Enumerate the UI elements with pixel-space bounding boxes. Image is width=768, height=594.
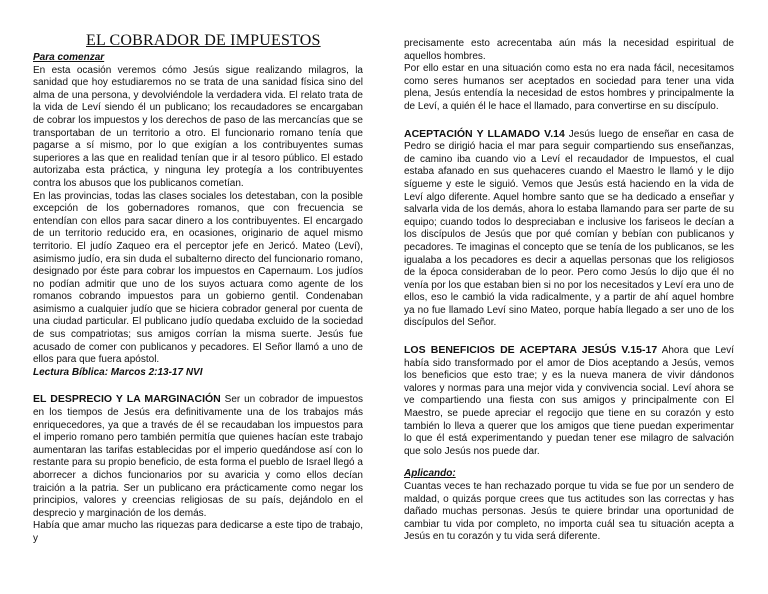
section-heading: EL DESPRECIO Y LA MARGINACIÓN [33, 393, 221, 406]
paragraph: En las provincias, todas las clases sociales los detestaban, con la posible excepción de los gobernadores romanos, que con frecuencia se entendían con ellos para sacar dinero a los contribuyentes. El encargado de un territorio reducido era, en ocasiones, originario de aquel mismo territorio. El judío Zaqueo era el perceptor jefe en Jericó. Mateo (Leví), asimismo judío, era sin duda el subalterno directo del funcionario romano, designado por éste para cobrar los impuestos en Capernaum. Los judíos no podían admitir que uno de los suyos actuara como agente de los romanos cobrando impuestos para un gobierno gentil. Condenaban asimismo a cualquier judío que se hiciera cobrador general por cuenta de una ciudad particular. El publicano judío quedaba excluido de la sociedad de sus compatriotas; sus amigos corrían la misma suerte. Jesús fue acusado de comer con publicanos y pecadores. El Señor llamó a uno de ellos para que fuera apóstol. [33, 190, 363, 366]
bible-reading: Lectura Bíblica: Marcos 2:13-17 NVI [33, 366, 203, 378]
section-subtitle [33, 52, 363, 65]
paragraph-with-heading [404, 128, 734, 331]
page-title: EL COBRADOR DE IMPUESTOS [86, 32, 321, 49]
right-column [404, 38, 734, 544]
paragraph-with-heading [404, 344, 734, 458]
paragraph: En esta ocasión veremos cómo Jesús sigue realizando milagros, la sanidad que hoy estudiaremos no se trata de una sanidad física sino del alma de una persona, y devolviéndole la verdadera vida. El relato trata de la vida de Leví siendo él un publicano; los recaudadores se encargaban de cobrar los impuestos y los derechos de paso de las mercancías que se transportaban de un territorio a otro. El funcionario romano tenía que pagarse a sí mismo, por lo que exigían a los contribuyentes sumas superiores a las que en realidad tenían que ir al tesoro público. El estado autorizaba esta práctica, y ninguna ley protegía a los contribuyentes contra los abusos que los publicanos cometían. [33, 64, 363, 189]
paragraph: Por ello estar en una situación como esta no era nada fácil, necesitamos como seres humanos ser aceptados en sociedad para tener una vida plena, Jesús entendía la necesidad de estos hombres y principalmente la de Leví, a quién él le hace el llamado, para convertirse en su discípulo. [404, 63, 734, 112]
paragraph-with-heading [33, 393, 363, 520]
section-subtitle [404, 468, 734, 481]
section-heading: ACEPTACIÓN Y LLAMADO V.14 [404, 127, 565, 140]
paragraph-text: Ser un cobrador de impuestos en los tiempos de Jesús era definitivamente una de los trabajos más enriquecedores, ya que a través de él se recaudaban los impuestos para el imperio romano pero también permitía que quienes hacían este trabajo aumentaran las tarifas establecidas por el imperio quedándose así con lo restante para su propio beneficio, de esta forma el pueblo de Israel llegó a aborrecer a dichos funcionarios por su avaricia y como ellos decían traición a la patria. Ser un publicano era prácticamente como negar los principios, valores y creencias religiosas de su país, dejándolo en el desprecio y marginación de los demás. [33, 394, 364, 519]
left-column [33, 52, 363, 546]
paragraph: Había que amar mucho las riquezas para dedicarse a este tipo de trabajo, y [33, 520, 363, 544]
paragraph: precisamente esto acrecentaba aún más la necesidad espiritual de aquellos hombres. [404, 38, 734, 62]
section-heading: LOS BENEFICIOS DE ACEPTARA JESÚS V.15-17 [404, 344, 658, 357]
subtitle-text: Aplicando: [404, 468, 456, 480]
paragraph: Cuantas veces te han rechazado porque tu vida se fue por un sendero de maldad, o quizás porque crees que tus actitudes son las correctas y has dañado muchas personas. Jesús te quiere brindar una oportunidad de cambiar tu vida por completo, no importa cuál sea tu situación acepta a Jesús en tu corazón y tu vida será diferente. [404, 481, 734, 543]
subtitle-text: Para comenzar [33, 52, 105, 63]
paragraph-text: Ahora que Leví había sido transformado por el amor de Dios aceptando a Jesús, vemos los beneficios que esto trae; y es la nueva manera de vivir dándonos valores y normas para una mejor vida y convivencia social. Leví ahora se ve compartiendo una fiesta con sus amigos y principalmente con El Maestro, se puede apreciar el regocijo que tiene en su corazón y esto también lo lleva a querer que los amigos que tiene puedan experimentar lo que él está experimentando y puedan tener ese milagro de salvación que solo Jesús nos puede dar. [404, 345, 735, 457]
paragraph-text: Jesús luego de enseñar en casa de Pedro se dirigió hacia el mar para seguir compartiendo sus enseñanzas, de camino iba cuando vio a Leví el recaudador de Impuestos, el cual estaba afanado en sus quehaceres cuando el Maestro le llamó y le dijo sígueme y este le siguió. Vemos que Jesús está haciendo en la vida de Leví algo diferente. Aquel hombre santo que se ha dedicado a enseñar y salvarla vida de los demás, ahora lo estaba llamando para ser parte de su equipo; cuando todos lo despreciaban e inclusive los fariseos le decían a los discípulos de Jesús que por qué comían y bebían con publicanos y pecadores. Te imaginas el concepto que se tenía de los publicanos, se les igualaba a los pecadores es decir a aquellas personas que los religiosos de la época consideraban de lo peor. Pero como Jesús lo dijo que él no venía por los que estaban bien si no por los necesitados y Leví era uno de ellos, eso le cambió la vida radicalmente, y a partir de ahí aquel hombre ya no fue llamado Leví sino Mateo, porque había llegado a ser uno de los discípulos del Señor. [404, 128, 734, 329]
